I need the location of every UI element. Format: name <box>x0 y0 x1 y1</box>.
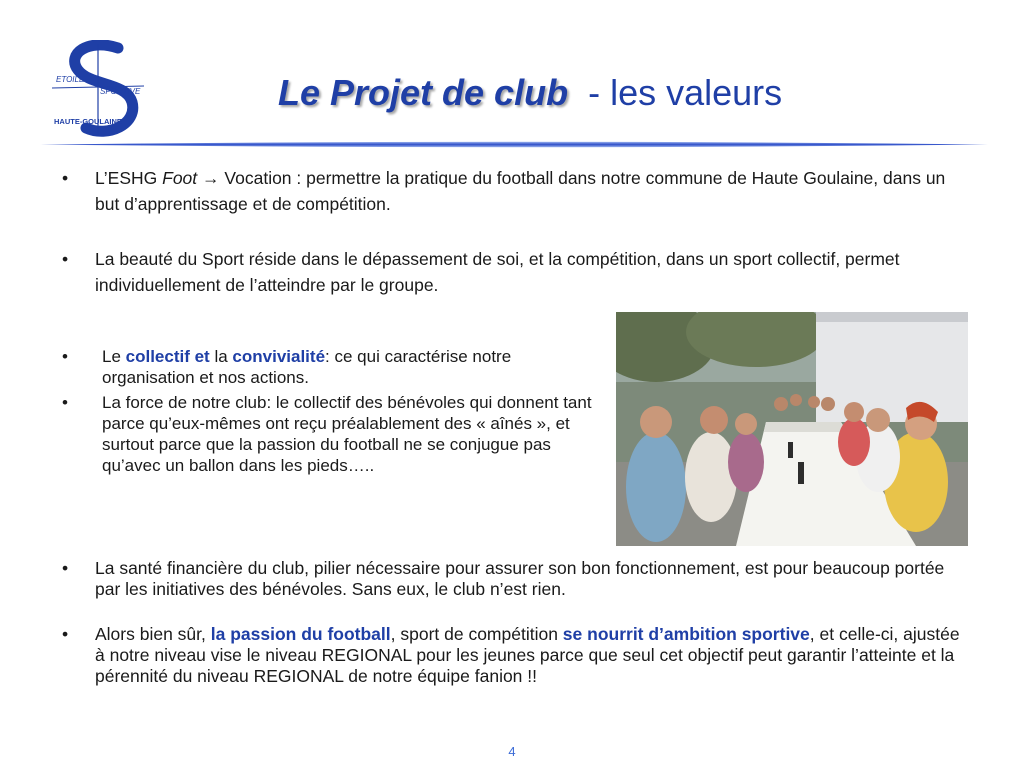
bullet-foot: Foot <box>162 168 198 188</box>
text-post: : ce qui caractérise notre organisation et nos actions. <box>102 347 512 387</box>
bullet-marker: • <box>62 347 68 366</box>
banquet-scene-image <box>616 312 968 546</box>
bullet-rest: Vocation : permettre la pratique du football dans notre commune de Haute Goulaine, dans un but d’apprentissage et de compétition. <box>95 168 946 214</box>
bullet-text: La beauté du Sport réside dans le dépassement de soi, et la compétition, dans un sport collectif, permet individuellement de l’atteindre par le groupe. <box>95 249 900 295</box>
logo-top-text: ETOILE <box>56 75 85 84</box>
bullet-vocation <box>60 165 970 217</box>
text-post: , et celle-ci, ajustée à notre niveau vise le niveau REGIONAL pour les jeunes parce que seul cet objectif peut garantir l’atteinte et la pérennité du niveau REGIONAL de notre équipe fanion !! <box>95 624 960 686</box>
bullet-marker: • <box>62 393 68 412</box>
bullet-marker: • <box>62 168 69 188</box>
highlight-passion: la passion du football <box>210 624 391 644</box>
bullet-collectif-group <box>60 346 600 476</box>
bullet-sante-financiere <box>60 558 970 600</box>
title-main: Le Projet de club <box>278 72 569 113</box>
highlight-ambition: se nourrit d’ambition sportive <box>562 624 810 644</box>
bullet-passion <box>60 624 970 687</box>
slide-title <box>278 72 782 114</box>
page-number: 4 <box>508 744 516 759</box>
bullet-text: La santé financière du club, pilier nécessaire pour assurer son bon fonctionnement, est pour beaucoup portée par les initiatives des bénévoles. Sans eux, le club n’est rien. <box>95 558 945 599</box>
text-mid: la <box>209 347 233 366</box>
highlight-convivialite: convivialité <box>232 347 326 366</box>
bullet-text: La force de notre club: le collectif des bénévoles qui donnent tant parce qu’eux-mêmes ont reçu préalablement des « aînés », et surtout parce que la passion du football ne se conjugue pas qu’avec un ballon dans les pieds….. <box>102 393 592 475</box>
logo-bottom-text: HAUTE-GOULAINE <box>54 117 122 126</box>
text-pre: Alors bien sûr, <box>95 624 211 644</box>
bullet-text <box>102 346 600 388</box>
title-separator: - <box>588 72 601 113</box>
bullet-marker: • <box>62 249 69 269</box>
bullet-text <box>95 165 970 217</box>
bullet-marker: • <box>62 558 69 578</box>
club-logo-icon <box>48 40 158 140</box>
club-logo <box>48 40 158 140</box>
bullet-beaute <box>60 246 970 298</box>
bullet-text <box>95 624 970 687</box>
text-mid: , sport de compétition <box>390 624 563 644</box>
club-banquet-photo <box>616 312 968 546</box>
bullet-marker: • <box>62 624 69 644</box>
bullet-prefix: L’ESHG <box>95 168 158 188</box>
highlight-collectif: collectif et <box>125 347 210 366</box>
arrow-icon: → <box>202 168 220 188</box>
title-sub: les valeurs <box>610 72 783 113</box>
text-pre: Le <box>102 347 126 366</box>
title-underline <box>40 140 988 149</box>
logo-mid-text: SPORTIVE <box>100 87 141 96</box>
